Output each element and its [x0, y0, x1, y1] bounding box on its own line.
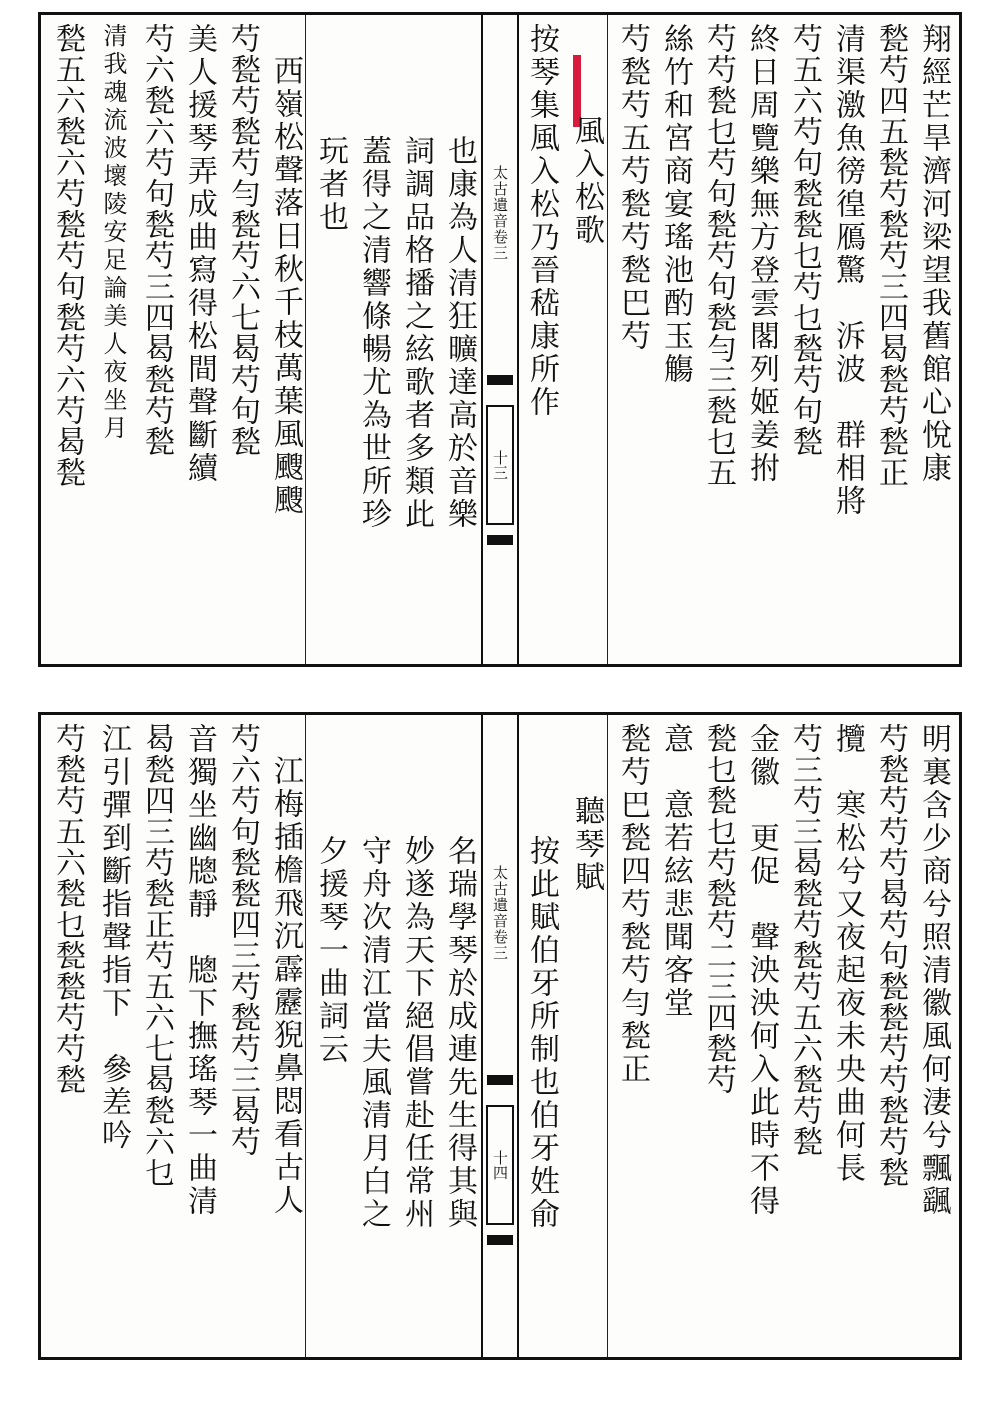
center-gutter — [481, 15, 519, 664]
gutter-title: 太古遺音卷三 — [491, 865, 509, 961]
gutter-title: 太古遺音卷三 — [491, 165, 509, 261]
section-title: 風入松歌 — [569, 115, 604, 247]
notation-column: 曷甃四三芍甃正芍五六七曷甃六乜 — [139, 723, 174, 1188]
column-rule — [607, 715, 608, 1357]
text-column: 江引彈到斷指聲指下 參差吟 — [96, 723, 131, 1152]
lower-page — [38, 712, 962, 1360]
text-column: 終日周覽樂無方登雲閣列姬姜拊 — [744, 23, 779, 485]
commentary-column: 按此賦伯牙所制也伯牙姓俞 — [524, 835, 559, 1231]
fishtail-mark — [487, 375, 513, 385]
text-column: 西嶺松聲落日秋千枝萬葉風颼颼 — [268, 55, 303, 517]
text-column: 攬 寒松兮又夜起夜未央曲何長 — [830, 723, 865, 1185]
notation-column: 芍芍甃乜芍句甃芍句甃勻三甃乜五 — [701, 23, 736, 488]
fishtail-mark — [487, 1235, 513, 1245]
text-column: 音獨坐幽牕靜 牕下撫瑤琴一曲清 — [182, 723, 217, 1218]
text-column: 清我魂流波壞陵安足論美人夜坐月 — [99, 23, 127, 443]
text-column: 絲竹和宮商宴瑤池酌玉觴 — [658, 23, 693, 386]
text-column: 明裏含少商兮照清徽風何淒兮飄颻 — [916, 723, 951, 1218]
commentary-column: 名瑞學琴於成連先生得其與 — [442, 835, 477, 1231]
commentary-column: 也康為人清狂曠達高於音樂 — [442, 135, 477, 531]
commentary-column: 妙遂為天下絕倡嘗赴任常州 — [399, 835, 434, 1231]
notation-column: 甃芍四五甃芍甃芍三四曷甃芍甃正 — [873, 23, 908, 488]
commentary-column: 夕援琴一曲詞云 — [313, 835, 348, 1066]
commentary-column: 蓋得之清響條暢尤為世所珍 — [356, 135, 391, 531]
column-rule — [305, 15, 306, 664]
notation-column: 甃五六甃六芍甃芍句甃芍六芍曷甃 — [50, 23, 85, 488]
notation-column: 芍甃芍五芍甃芍甃巴芍 — [615, 23, 650, 353]
text-column: 美人援琴弄成曲寫得松間聲斷續 — [182, 23, 217, 485]
commentary-column: 玩者也 — [313, 135, 348, 234]
folio-number: 十四 — [486, 1105, 514, 1225]
notation-column: 芍甃芍芍芍曷芍句甃甃芍芍甃芍甃 — [873, 723, 908, 1188]
text-column: 金徽 更促 聲泱泱何入此時不得 — [744, 723, 779, 1218]
notation-column: 芍三芍三曷甃芍甃芍五六甃芍甃 — [787, 723, 822, 1157]
center-gutter — [481, 715, 519, 1357]
notation-column: 甃芍巴甃四芍甃芍勻甃正 — [615, 723, 650, 1086]
column-rule — [305, 715, 306, 1357]
notation-column: 芍六芍句甃甃四三芍甃芍三曷芍 — [225, 723, 260, 1157]
commentary-column: 守舟次清江當夫風清月白之 — [356, 835, 391, 1231]
text-column: 江梅插檐飛沉霹靂猊鼻悶看古人 — [268, 755, 303, 1217]
upper-page — [38, 12, 962, 667]
notation-column: 芍甃芍五六甃乜甃甃芍芍甃 — [50, 723, 85, 1095]
notation-column: 芍五六芍句甃甃乜芍乜甃芍句甃 — [787, 23, 822, 457]
fishtail-mark — [487, 1075, 513, 1085]
commentary-column: 按琴集風入松乃晉嵇康所作 — [524, 23, 559, 419]
text-column: 清渠激魚徬徨鴈驚 泝波 群相將 — [830, 23, 865, 518]
text-column: 翔經芒旱濟河梁望我舊館心悅康 — [916, 23, 951, 485]
notation-column: 芍甃芍甃芍勻甃芍六七曷芍句甃 — [225, 23, 260, 457]
text-column: 意 意若絃悲聞客堂 — [658, 723, 693, 1020]
column-rule — [607, 15, 608, 664]
folio-number: 十三 — [486, 405, 514, 525]
fishtail-mark — [487, 535, 513, 545]
notation-column: 芍六甃六芍句甃芍三四曷甃芍甃 — [139, 23, 174, 457]
notation-column: 甃乜甃乜芍甃芍二三四甃芍 — [701, 723, 736, 1095]
commentary-column: 詞調品格播之絃歌者多類此 — [399, 135, 434, 531]
section-title: 聽琴賦 — [569, 795, 604, 894]
